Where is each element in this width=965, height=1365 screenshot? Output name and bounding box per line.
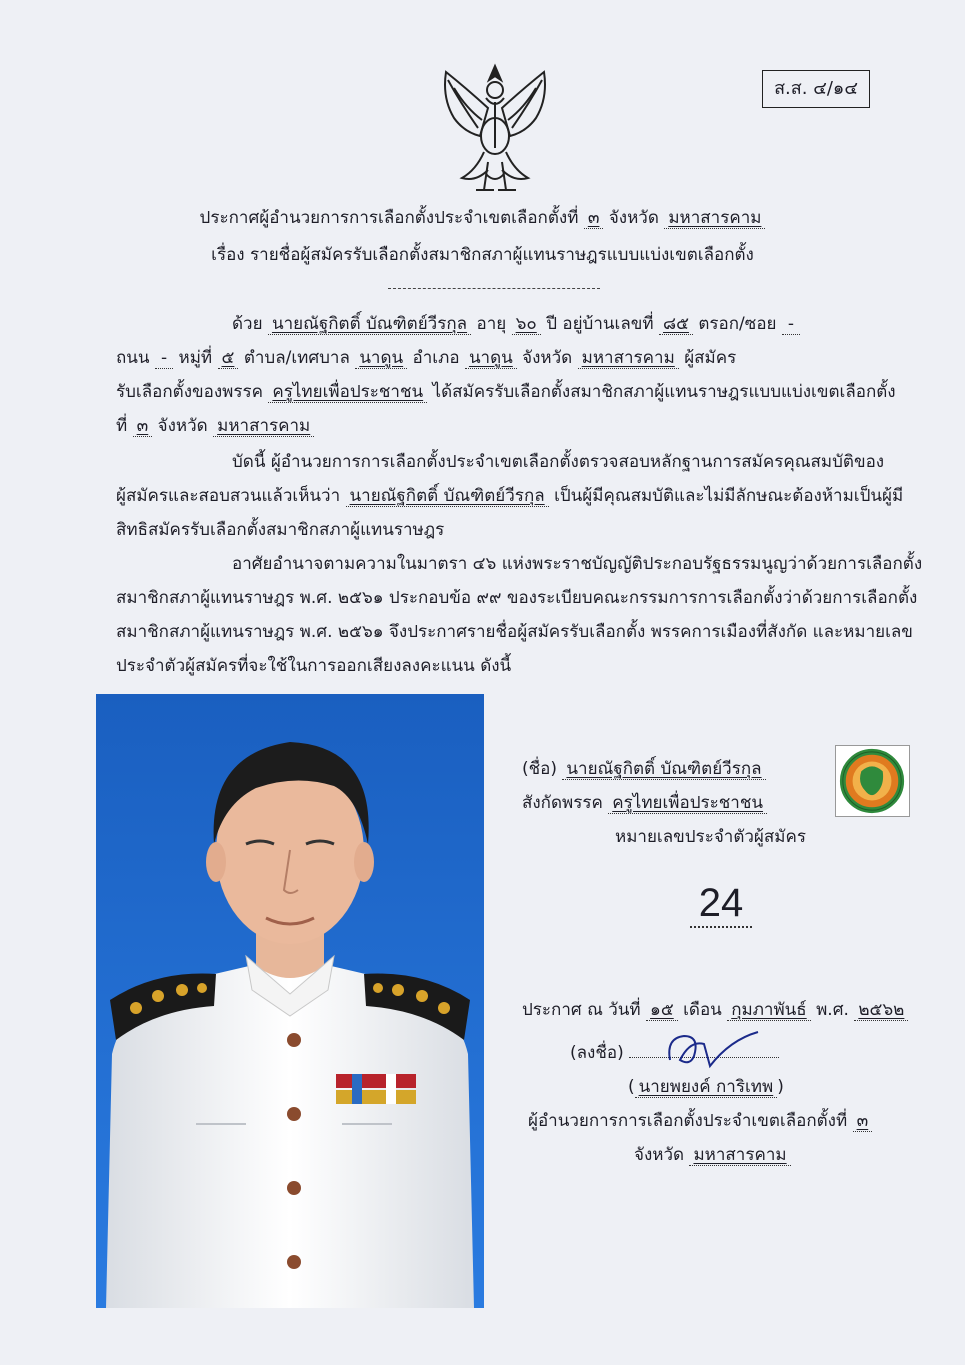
sign-label: (ลงชื่อ) — [570, 1043, 624, 1063]
date-prefix: ประกาศ ณ วันที่ — [522, 1000, 641, 1020]
para1-line-1 — [232, 312, 800, 336]
signature-mark — [660, 1030, 760, 1070]
header-province: มหาสารคาม — [664, 208, 765, 229]
date-month: กุมภาพันธ์ — [727, 1000, 810, 1021]
by-label: ด้วย — [232, 314, 263, 334]
applied-text: ได้สมัครรับเลือกตั้งสมาชิกสภาผู้แทนราษฎรแบบแบ่งเขตเลือกตั้ง — [432, 382, 896, 402]
party-fill: ครูไทยเพื่อประชาชน — [268, 382, 427, 403]
garuda-emblem-icon — [436, 58, 554, 200]
candidate-number-label: หมายเลขประจำตัวผู้สมัคร — [615, 827, 806, 847]
form-code-box: ส.ส. ๔/๑๔ — [762, 70, 870, 108]
candidate-party-value: ครูไทยเพื่อประชาชน — [608, 793, 767, 814]
header-province-label: จังหวัด — [608, 208, 659, 228]
signer-close-paren: ) — [777, 1077, 784, 1097]
party-label: รับเลือกตั้งของพรรค — [116, 382, 263, 402]
candidate-party-line — [522, 791, 767, 815]
para1-line-3 — [116, 380, 896, 404]
header-line-2: เรื่อง รายชื่อผู้สมัครรับเลือกตั้งสมาชิกสภาผู้แทนราษฎรแบบแบ่งเขตเลือกตั้ง — [211, 245, 754, 265]
para3-line-3: สมาชิกสภาผู้แทนราษฎร พ.ศ. ๒๕๖๑ จึงประกาศรายชื่อผู้สมัครรับเลือกตั้ง พรรคการเมืองที่สังกัด และหมายเลข — [116, 622, 913, 642]
signer-name: นายพยงค์ การิเทพ — [635, 1077, 778, 1098]
road-fill: - — [155, 348, 173, 369]
house-no-fill: ๘๕ — [659, 314, 693, 335]
year-label: พ.ศ. — [816, 1000, 849, 1020]
candidate-name-value: นายณัฐกิตติ์ บัณฑิตย์วีรกุล — [562, 759, 765, 780]
para2-line-2 — [116, 484, 903, 508]
province-fill-2: มหาสารคาม — [213, 416, 314, 437]
amphoe-fill: นาดูน — [465, 348, 517, 369]
para2-prefix: ผู้สมัครและสอบสวนแล้วเห็นว่า — [116, 486, 341, 506]
signer-title-line — [528, 1109, 872, 1133]
moo-label: หมู่ที่ — [178, 348, 213, 368]
para3-line-2: สมาชิกสภาผู้แทนราษฎร พ.ศ. ๒๕๖๑ ประกอบข้อ ๙๙ ของระเบียบคณะกรรมการการเลือกตั้งว่าด้วยการเลือกตั้ง — [116, 588, 918, 608]
signer-title: ผู้อำนวยการการเลือกตั้งประจำเขตเลือกตั้งที่ — [528, 1111, 848, 1131]
month-label: เดือน — [683, 1000, 722, 1020]
province-fill: มหาสารคาม — [578, 348, 679, 369]
moo-fill: ๕ — [218, 348, 239, 369]
announcement-date-line — [522, 998, 908, 1022]
para1-line-4 — [116, 414, 314, 438]
candidate-number: 24 — [690, 880, 752, 928]
signer-province: มหาสารคาม — [689, 1145, 790, 1166]
candidate-name-fill: นายณัฐกิตติ์ บัณฑิตย์วีรกุล — [268, 314, 471, 335]
para2-name-fill: นายณัฐกิตติ์ บัณฑิตย์วีรกุล — [346, 486, 549, 507]
party-logo — [835, 745, 910, 817]
para2-line-3: สิทธิสมัครรับเลือกตั้งสมาชิกสภาผู้แทนราษฎร — [116, 520, 445, 540]
district-no-fill: ๓ — [133, 416, 153, 437]
candidate-name-line — [522, 757, 766, 781]
house-label: ปี อยู่บ้านเลขที่ — [546, 314, 654, 334]
header-line-1 — [0, 206, 965, 230]
tambon-label: ตำบล/เทศบาล — [243, 348, 350, 368]
para3-line-1: อาศัยอำนาจตามความในมาตรา ๔๖ แห่งพระราชบัญญัติประกอบรัฐธรรมนูญว่าด้วยการเลือกตั้ง — [232, 554, 923, 574]
soi-label: ตรอก/ซอย — [698, 314, 777, 334]
signer-province-line — [634, 1143, 791, 1167]
signer-line — [628, 1075, 784, 1099]
candidate-photo — [96, 694, 484, 1308]
para2-suffix: เป็นผู้มีคุณสมบัติและไม่มีลักษณะต้องห้ามเป็นผู้มี — [554, 486, 904, 506]
date-day: ๑๕ — [646, 1000, 678, 1021]
age-fill: ๖๐ — [512, 314, 541, 335]
province-label: จังหวัด — [522, 348, 573, 368]
para2-line-1: บัดนี้ ผู้อำนวยการการเลือกตั้งประจำเขตเลือกตั้งตรวจสอบหลักฐานการสมัครคุณสมบัติของ — [232, 452, 885, 472]
soi-fill: - — [782, 314, 800, 335]
signer-district-no: ๓ — [853, 1111, 873, 1132]
amphoe-label: อำเภอ — [412, 348, 460, 368]
no-label: ที่ — [116, 416, 128, 436]
tambon-fill: นาดูน — [355, 348, 407, 369]
para1-line-2 — [116, 346, 736, 370]
header-prefix: ประกาศผู้อำนวยการการเลือกตั้งประจำเขตเลือกตั้งที่ — [199, 208, 579, 228]
header-separator — [388, 288, 600, 289]
signer-open-paren: ( — [628, 1077, 635, 1097]
date-year: ๒๕๖๒ — [854, 1000, 908, 1021]
para3-line-4: ประจำตัวผู้สมัครที่จะใช้ในการออกเสียงลงคะแนน ดังนี้ — [116, 656, 512, 676]
candidate-name-label: (ชื่อ) — [522, 759, 558, 779]
candidate-label: ผู้สมัคร — [684, 348, 737, 368]
province-label-2: จังหวัด — [157, 416, 208, 436]
road-label: ถนน — [116, 348, 150, 368]
header-district-no: ๓ — [584, 208, 604, 229]
candidate-party-label: สังกัดพรรค — [522, 793, 603, 813]
signer-province-label: จังหวัด — [634, 1145, 685, 1165]
age-label: อายุ — [476, 314, 507, 334]
